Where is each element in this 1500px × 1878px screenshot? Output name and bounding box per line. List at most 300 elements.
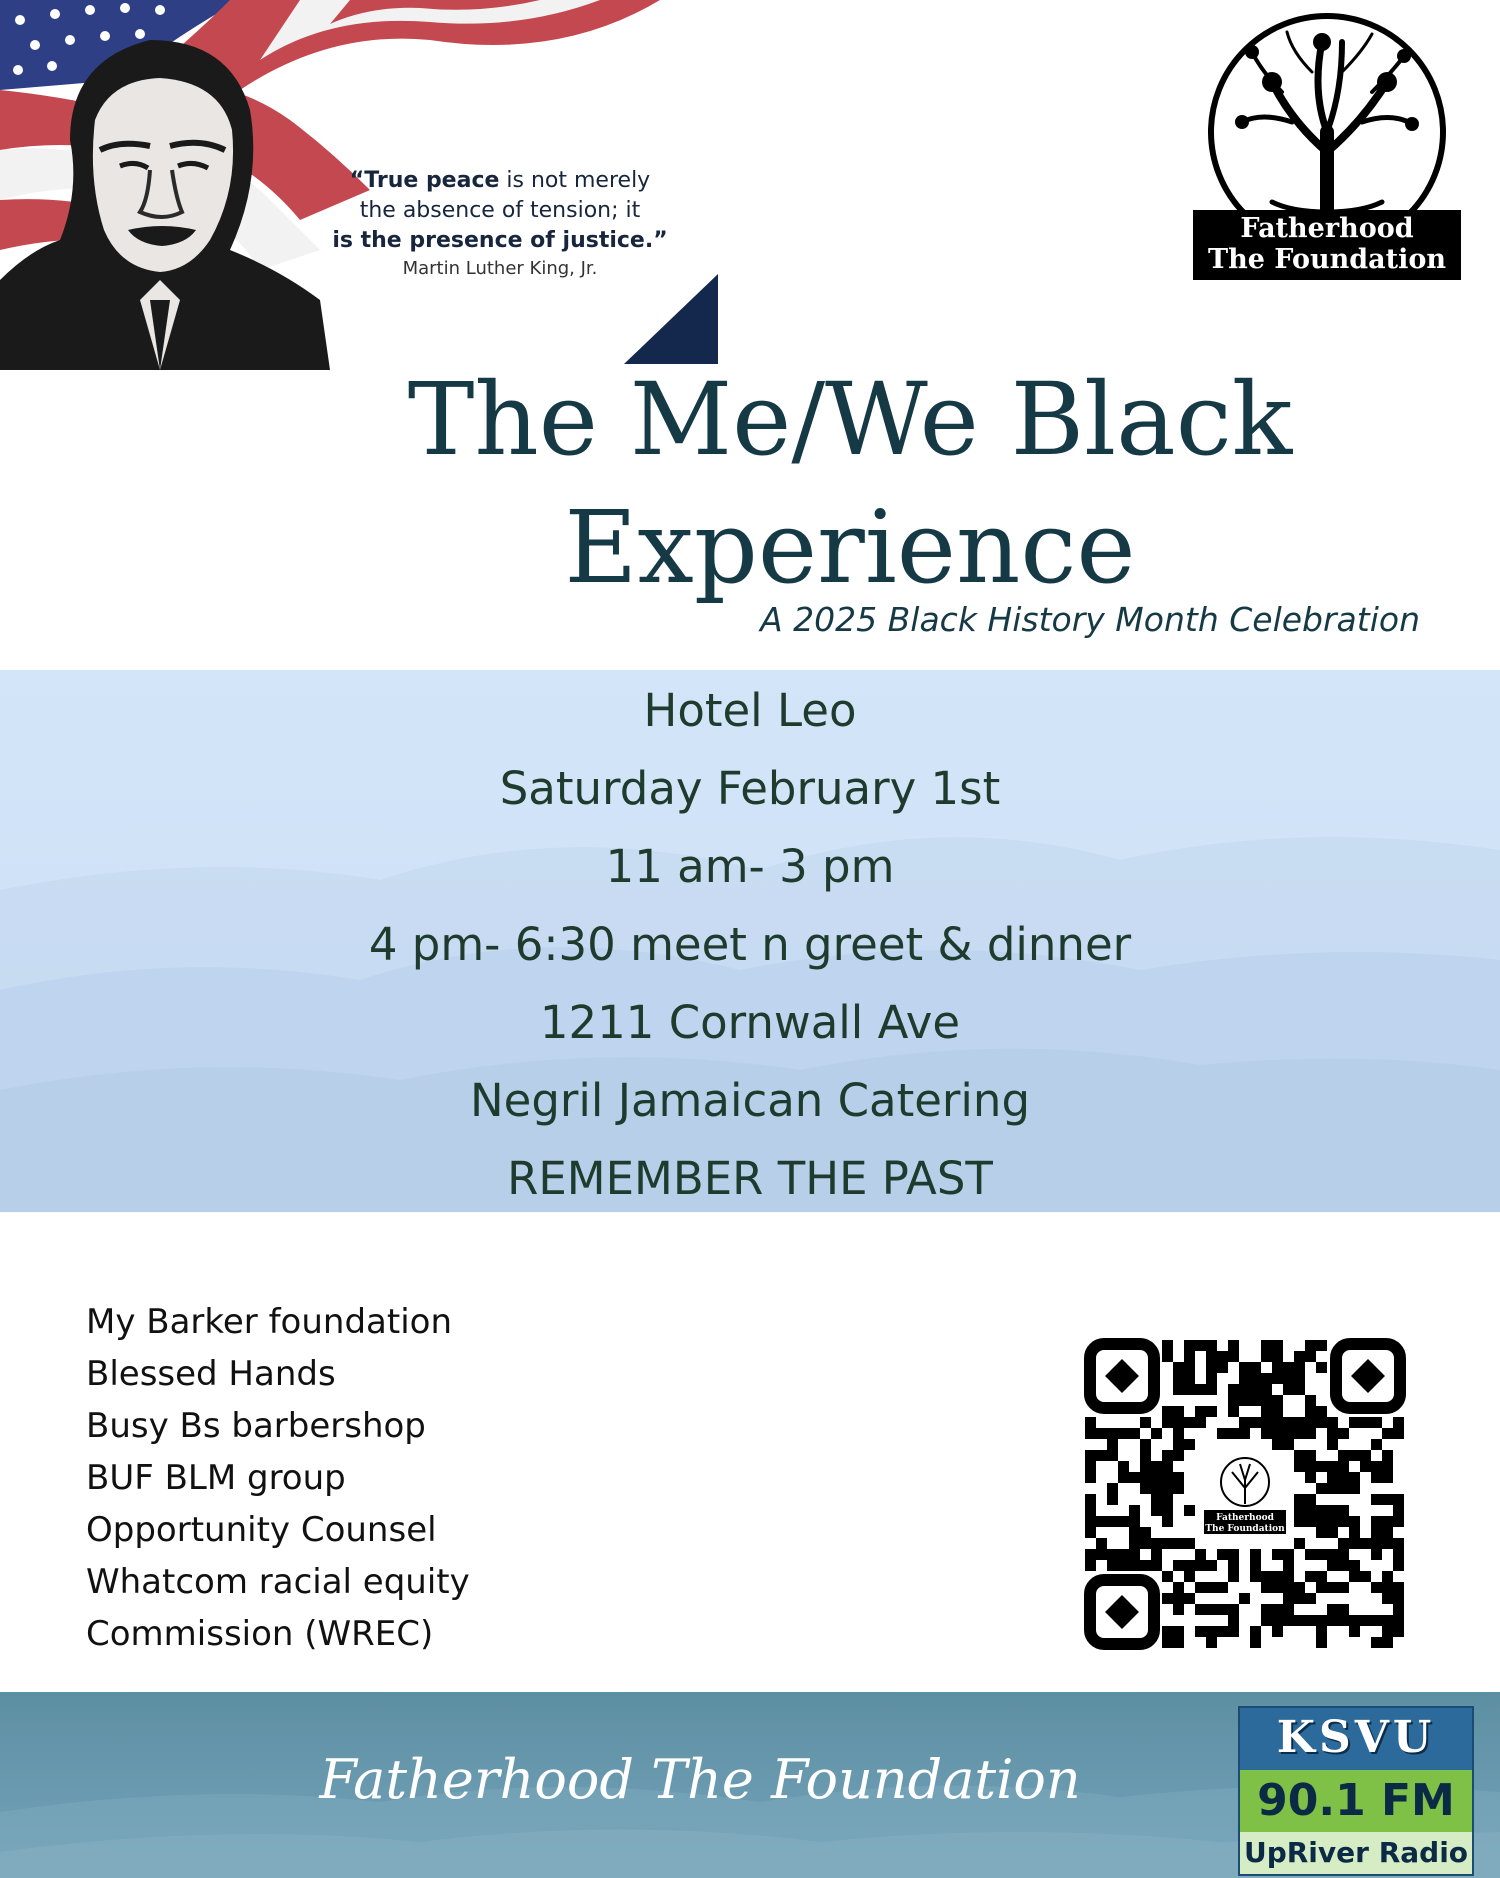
qr-module xyxy=(1217,1626,1228,1637)
qr-module xyxy=(1250,1384,1261,1395)
qr-module xyxy=(1261,1571,1272,1582)
qr-module xyxy=(1228,1626,1239,1637)
event-date: Saturday February 1st xyxy=(499,762,1001,815)
accent-triangle xyxy=(624,274,718,364)
logo-line-1: Fatherhood xyxy=(1240,213,1414,244)
qr-module xyxy=(1393,1516,1404,1527)
qr-module xyxy=(1349,1516,1360,1527)
qr-module xyxy=(1217,1582,1228,1593)
qr-module xyxy=(1162,1637,1173,1648)
qr-module xyxy=(1118,1516,1129,1527)
qr-module xyxy=(1316,1505,1327,1516)
qr-module xyxy=(1228,1615,1239,1626)
qr-module xyxy=(1272,1428,1283,1439)
qr-module xyxy=(1228,1351,1239,1362)
qr-module xyxy=(1096,1450,1107,1461)
qr-module xyxy=(1305,1593,1316,1604)
qr-module xyxy=(1294,1505,1305,1516)
qr-module xyxy=(1338,1461,1349,1472)
qr-module xyxy=(1184,1538,1195,1549)
qr-module xyxy=(1382,1538,1393,1549)
qr-module xyxy=(1283,1417,1294,1428)
qr-module xyxy=(1272,1406,1283,1417)
qr-module xyxy=(1294,1384,1305,1395)
qr-module xyxy=(1184,1439,1195,1450)
qr-logo-line-2: The Foundation xyxy=(1205,1524,1285,1534)
qr-module xyxy=(1316,1615,1327,1626)
qr-module xyxy=(1371,1472,1382,1483)
qr-module xyxy=(1151,1428,1162,1439)
qr-module xyxy=(1206,1351,1217,1362)
qr-module xyxy=(1327,1615,1338,1626)
qr-module xyxy=(1206,1362,1217,1373)
list-item: Whatcom racial equity xyxy=(86,1562,470,1602)
qr-module xyxy=(1283,1571,1294,1582)
qr-module xyxy=(1272,1340,1283,1351)
qr-module xyxy=(1162,1516,1173,1527)
list-item: My Barker foundation xyxy=(86,1302,452,1342)
tree-icon xyxy=(1192,12,1462,222)
qr-module xyxy=(1250,1417,1261,1428)
qr-module xyxy=(1283,1439,1294,1450)
qr-module xyxy=(1349,1527,1360,1538)
qr-module xyxy=(1272,1439,1283,1450)
qr-module xyxy=(1239,1373,1250,1384)
qr-module xyxy=(1107,1450,1118,1461)
qr-module xyxy=(1184,1505,1195,1516)
qr-module xyxy=(1162,1417,1173,1428)
qr-module xyxy=(1272,1395,1283,1406)
qr-module xyxy=(1085,1428,1096,1439)
qr-module xyxy=(1360,1417,1371,1428)
qr-module xyxy=(1085,1450,1096,1461)
qr-module xyxy=(1184,1417,1195,1428)
qr-module xyxy=(1349,1417,1360,1428)
qr-module xyxy=(1261,1428,1272,1439)
qr-module xyxy=(1217,1362,1228,1373)
qr-module xyxy=(1239,1395,1250,1406)
qr-module xyxy=(1151,1560,1162,1571)
qr-module xyxy=(1316,1362,1327,1373)
qr-module xyxy=(1294,1373,1305,1384)
qr-module xyxy=(1118,1472,1129,1483)
qr-module xyxy=(1261,1373,1272,1384)
qr-module xyxy=(1305,1428,1316,1439)
qr-module xyxy=(1305,1571,1316,1582)
qr-module xyxy=(1382,1450,1393,1461)
qr-module xyxy=(1129,1527,1140,1538)
qr-module xyxy=(1085,1417,1096,1428)
qr-module xyxy=(1173,1472,1184,1483)
qr-module xyxy=(1272,1351,1283,1362)
qr-module xyxy=(1294,1516,1305,1527)
qr-module xyxy=(1349,1626,1360,1637)
qr-module xyxy=(1140,1417,1151,1428)
qr-module xyxy=(1173,1604,1184,1615)
qr-module xyxy=(1162,1593,1173,1604)
qr-module xyxy=(1184,1384,1195,1395)
qr-module xyxy=(1360,1461,1371,1472)
qr-module xyxy=(1272,1362,1283,1373)
qr-module xyxy=(1151,1549,1162,1560)
event-venue: Hotel Leo xyxy=(643,684,857,737)
qr-module xyxy=(1085,1472,1096,1483)
qr-module xyxy=(1250,1637,1261,1648)
qr-module xyxy=(1228,1384,1239,1395)
qr-code-icon[interactable] xyxy=(1080,1334,1410,1654)
qr-module xyxy=(1371,1615,1382,1626)
qr-module xyxy=(1393,1604,1404,1615)
qr-module xyxy=(1162,1494,1173,1505)
qr-module xyxy=(1261,1384,1272,1395)
qr-module xyxy=(1206,1582,1217,1593)
qr-module xyxy=(1371,1637,1382,1648)
qr-module xyxy=(1283,1615,1294,1626)
event-catering: Negril Jamaican Catering xyxy=(469,1074,1031,1127)
qr-module xyxy=(1140,1483,1151,1494)
qr-module xyxy=(1316,1582,1327,1593)
qr-module xyxy=(1184,1560,1195,1571)
qr-module xyxy=(1316,1626,1327,1637)
qr-module xyxy=(1360,1538,1371,1549)
qr-module xyxy=(1261,1615,1272,1626)
qr-module xyxy=(1283,1384,1294,1395)
qr-module xyxy=(1129,1428,1140,1439)
qr-module xyxy=(1085,1505,1096,1516)
qr-module xyxy=(1338,1549,1349,1560)
qr-module xyxy=(1162,1450,1173,1461)
qr-module xyxy=(1393,1560,1404,1571)
qr-module xyxy=(1338,1472,1349,1483)
qr-module xyxy=(1085,1560,1096,1571)
sponsor-list xyxy=(86,1296,470,1660)
qr-module xyxy=(1393,1549,1404,1560)
radio-station-name: UpRiver Radio xyxy=(1240,1832,1472,1874)
qr-module xyxy=(1173,1417,1184,1428)
qr-module xyxy=(1305,1351,1316,1362)
event-dinner-time: 4 pm- 6:30 meet n greet & dinner xyxy=(368,918,1132,971)
qr-module xyxy=(1316,1549,1327,1560)
qr-module xyxy=(1294,1450,1305,1461)
qr-module xyxy=(1250,1549,1261,1560)
event-details xyxy=(0,672,1500,1218)
qr-module xyxy=(1162,1626,1173,1637)
list-item: Opportunity Counsel xyxy=(86,1510,437,1550)
qr-module xyxy=(1382,1494,1393,1505)
qr-module xyxy=(1316,1417,1327,1428)
qr-module xyxy=(1382,1527,1393,1538)
qr-module xyxy=(1371,1538,1382,1549)
qr-module xyxy=(1294,1428,1305,1439)
qr-module xyxy=(1294,1494,1305,1505)
qr-module xyxy=(1371,1549,1382,1560)
qr-module xyxy=(1184,1340,1195,1351)
qr-module xyxy=(1173,1373,1184,1384)
qr-module xyxy=(1184,1351,1195,1362)
qr-module xyxy=(1096,1516,1107,1527)
qr-module xyxy=(1184,1571,1195,1582)
qr-module xyxy=(1206,1637,1217,1648)
qr-module xyxy=(1184,1373,1195,1384)
qr-module xyxy=(1140,1439,1151,1450)
qr-module xyxy=(1085,1527,1096,1538)
qr-module xyxy=(1195,1406,1206,1417)
qr-module xyxy=(1107,1439,1118,1450)
list-item: Busy Bs barbershop xyxy=(86,1406,426,1446)
event-title xyxy=(300,356,1400,612)
qr-module xyxy=(1195,1582,1206,1593)
qr-module xyxy=(1327,1461,1338,1472)
qr-module xyxy=(1118,1461,1129,1472)
radio-call-sign: KSVU xyxy=(1276,1712,1436,1763)
qr-module xyxy=(1349,1571,1360,1582)
qr-module xyxy=(1338,1615,1349,1626)
qr-module xyxy=(1272,1582,1283,1593)
footer-signature: Fatherhood The Foundation xyxy=(319,1748,1081,1811)
qr-module xyxy=(1349,1450,1360,1461)
qr-module xyxy=(1173,1384,1184,1395)
qr-module xyxy=(1206,1406,1217,1417)
qr-module xyxy=(1162,1483,1173,1494)
qr-module xyxy=(1217,1604,1228,1615)
qr-module xyxy=(1382,1428,1393,1439)
qr-module xyxy=(1162,1571,1173,1582)
qr-module xyxy=(1382,1637,1393,1648)
qr-module xyxy=(1162,1340,1173,1351)
qr-module xyxy=(1327,1604,1338,1615)
qr-module xyxy=(1305,1472,1316,1483)
qr-module xyxy=(1327,1582,1338,1593)
qr-module xyxy=(1228,1549,1239,1560)
event-time: 11 am- 3 pm xyxy=(605,840,895,893)
qr-module xyxy=(1294,1417,1305,1428)
qr-module xyxy=(1217,1351,1228,1362)
qr-module xyxy=(1162,1505,1173,1516)
qr-module xyxy=(1140,1472,1151,1483)
qr-module xyxy=(1316,1483,1327,1494)
qr-logo-line-1: Fatherhood xyxy=(1216,1513,1274,1523)
qr-module xyxy=(1129,1505,1140,1516)
qr-module xyxy=(1239,1593,1250,1604)
qr-module xyxy=(1294,1362,1305,1373)
qr-module xyxy=(1239,1417,1250,1428)
qr-module xyxy=(1118,1549,1129,1560)
title-line-1: The Me/We Black xyxy=(407,361,1293,478)
qr-module xyxy=(1327,1439,1338,1450)
qr-module xyxy=(1206,1626,1217,1637)
qr-module xyxy=(1305,1615,1316,1626)
qr-module xyxy=(1382,1461,1393,1472)
qr-module xyxy=(1173,1593,1184,1604)
qr-module xyxy=(1316,1527,1327,1538)
qr-module xyxy=(1195,1604,1206,1615)
qr-module xyxy=(1250,1362,1261,1373)
qr-module xyxy=(1228,1604,1239,1615)
qr-module xyxy=(1360,1571,1371,1582)
qr-module xyxy=(1371,1417,1382,1428)
qr-module xyxy=(1360,1450,1371,1461)
qr-module xyxy=(1261,1406,1272,1417)
qr-module xyxy=(1195,1417,1206,1428)
qr-module xyxy=(1349,1472,1360,1483)
qr-module xyxy=(1261,1340,1272,1351)
qr-module xyxy=(1096,1538,1107,1549)
qr-module xyxy=(1305,1395,1316,1406)
qr-module xyxy=(1118,1428,1129,1439)
qr-module xyxy=(1305,1461,1316,1472)
list-item: BUF BLM group xyxy=(86,1458,346,1498)
qr-module xyxy=(1316,1516,1327,1527)
qr-module xyxy=(1140,1450,1151,1461)
qr-module xyxy=(1184,1362,1195,1373)
qr-module xyxy=(1283,1582,1294,1593)
qr-module xyxy=(1107,1428,1118,1439)
qr-module xyxy=(1162,1472,1173,1483)
qr-module xyxy=(1250,1560,1261,1571)
qr-module xyxy=(1327,1483,1338,1494)
title-line-2: Experience xyxy=(564,489,1136,606)
qr-module xyxy=(1327,1472,1338,1483)
qr-module xyxy=(1140,1560,1151,1571)
list-item: Blessed Hands xyxy=(86,1354,336,1394)
qr-module xyxy=(1327,1549,1338,1560)
list-item: Commission (WREC) xyxy=(86,1614,434,1654)
qr-module xyxy=(1261,1417,1272,1428)
qr-module xyxy=(1140,1461,1151,1472)
qr-module xyxy=(1096,1549,1107,1560)
qr-module xyxy=(1129,1516,1140,1527)
radio-frequency: 90.1 FM xyxy=(1240,1770,1472,1832)
qr-module xyxy=(1283,1604,1294,1615)
qr-module xyxy=(1129,1538,1140,1549)
qr-module xyxy=(1316,1406,1327,1417)
qr-module xyxy=(1316,1637,1327,1648)
qr-module xyxy=(1173,1538,1184,1549)
qr-module xyxy=(1173,1450,1184,1461)
qr-module xyxy=(1173,1483,1184,1494)
qr-module xyxy=(1371,1516,1382,1527)
qr-module xyxy=(1283,1373,1294,1384)
qr-module xyxy=(1173,1362,1184,1373)
qr-module xyxy=(1228,1560,1239,1571)
qr-module xyxy=(1393,1593,1404,1604)
qr-module xyxy=(1085,1516,1096,1527)
qr-module xyxy=(1162,1461,1173,1472)
quote-line-2: the absence of tension; it xyxy=(359,198,641,223)
quote-line-3: is the presence of justice.” xyxy=(332,228,668,253)
qr-module xyxy=(1173,1637,1184,1648)
qr-module xyxy=(1107,1560,1118,1571)
qr-module xyxy=(1305,1340,1316,1351)
qr-module xyxy=(1228,1571,1239,1582)
qr-module xyxy=(1206,1384,1217,1395)
qr-module xyxy=(1338,1516,1349,1527)
qr-module xyxy=(1371,1494,1382,1505)
qr-module xyxy=(1393,1494,1404,1505)
qr-module xyxy=(1305,1494,1316,1505)
qr-module xyxy=(1327,1417,1338,1428)
qr-module xyxy=(1327,1560,1338,1571)
qr-module xyxy=(1173,1582,1184,1593)
qr-module xyxy=(1393,1505,1404,1516)
qr-module xyxy=(1239,1428,1250,1439)
qr-module xyxy=(1206,1604,1217,1615)
qr-module xyxy=(1393,1626,1404,1637)
qr-module xyxy=(1206,1560,1217,1571)
qr-module xyxy=(1206,1340,1217,1351)
qr-module xyxy=(1184,1593,1195,1604)
qr-module xyxy=(1371,1461,1382,1472)
qr-module xyxy=(1371,1582,1382,1593)
qr-module xyxy=(1228,1406,1239,1417)
qr-module xyxy=(1316,1571,1327,1582)
event-motto: REMEMBER THE PAST xyxy=(507,1152,993,1205)
quote-bold-part: “True peace xyxy=(349,168,500,193)
qr-module xyxy=(1107,1516,1118,1527)
qr-module xyxy=(1283,1560,1294,1571)
qr-module xyxy=(1393,1582,1404,1593)
qr-module xyxy=(1294,1593,1305,1604)
qr-module xyxy=(1151,1483,1162,1494)
qr-module xyxy=(1360,1615,1371,1626)
qr-module xyxy=(1349,1615,1360,1626)
qr-module xyxy=(1283,1362,1294,1373)
qr-module xyxy=(1338,1582,1349,1593)
qr-module xyxy=(1393,1428,1404,1439)
qr-module xyxy=(1283,1593,1294,1604)
qr-module xyxy=(1173,1439,1184,1450)
qr-module xyxy=(1371,1527,1382,1538)
qr-module xyxy=(1151,1505,1162,1516)
qr-module xyxy=(1239,1362,1250,1373)
qr-module xyxy=(1338,1450,1349,1461)
qr-module xyxy=(1261,1582,1272,1593)
qr-module xyxy=(1294,1351,1305,1362)
qr-module xyxy=(1338,1604,1349,1615)
qr-module xyxy=(1272,1571,1283,1582)
qr-module xyxy=(1107,1549,1118,1560)
qr-module xyxy=(1327,1428,1338,1439)
qr-module xyxy=(1195,1340,1206,1351)
qr-module xyxy=(1206,1373,1217,1384)
qr-module xyxy=(1382,1571,1393,1582)
quote-rest-part: is not merely xyxy=(499,168,651,193)
qr-module xyxy=(1338,1560,1349,1571)
qr-module xyxy=(1173,1406,1184,1417)
qr-module xyxy=(1272,1615,1283,1626)
qr-module xyxy=(1173,1560,1184,1571)
qr-module xyxy=(1272,1549,1283,1560)
qr-module xyxy=(1349,1560,1360,1571)
qr-module xyxy=(1096,1428,1107,1439)
qr-module xyxy=(1305,1406,1316,1417)
qr-module xyxy=(1305,1549,1316,1560)
qr-module xyxy=(1129,1560,1140,1571)
qr-module xyxy=(1382,1472,1393,1483)
qr-module xyxy=(1107,1483,1118,1494)
qr-module xyxy=(1294,1582,1305,1593)
qr-module xyxy=(1316,1340,1327,1351)
qr-module xyxy=(1151,1538,1162,1549)
qr-module xyxy=(1305,1505,1316,1516)
qr-module xyxy=(1272,1604,1283,1615)
qr-module xyxy=(1294,1538,1305,1549)
qr-module xyxy=(1228,1395,1239,1406)
qr-module xyxy=(1239,1384,1250,1395)
qr-module xyxy=(1371,1439,1382,1450)
event-address: 1211 Cornwall Ave xyxy=(539,996,961,1049)
qr-module xyxy=(1250,1395,1261,1406)
